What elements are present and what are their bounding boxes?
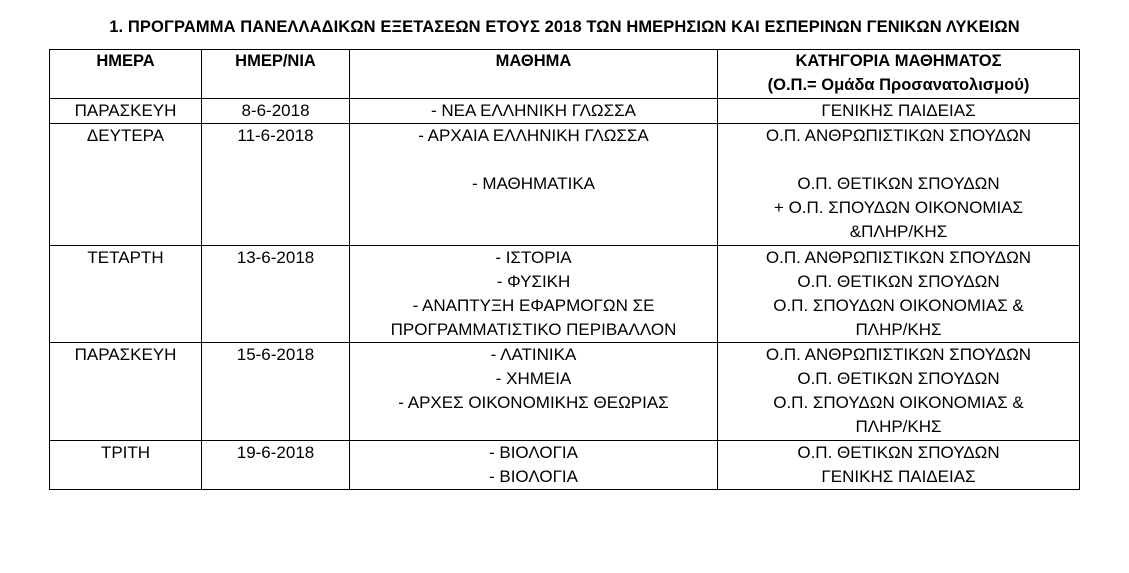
column-header-date: ΗΜΕΡ/ΝΙΑ [202,50,350,99]
cell-category-line: ΠΛΗΡ/ΚΗΣ [855,417,942,437]
cell-category-line [718,148,1079,172]
column-header-subject: ΜΑΘΗΜΑ [350,50,718,99]
cell-subject-line: - ΜΑΘΗΜΑΤΙΚΑ [471,174,596,194]
cell-subject-line: - ΙΣΤΟΡΙΑ [495,247,572,267]
cell-day: ΤΕΤΑΡΤΗ [50,245,202,343]
cell-day: ΠΑΡΑΣΚΕΥΗ [50,343,202,441]
cell-date: 13-6-2018 [202,245,350,343]
cell-subject-line: - ΒΙΟΛΟΓΙΑ [488,442,578,462]
cell-date: 8-6-2018 [202,98,350,123]
cell-subject-line: - ΑΡΧΑΙΑ ΕΛΛΗΝΙΚΗ ΓΛΩΣΣΑ [418,125,649,145]
cell-subject [350,440,718,489]
cell-category-line: + Ο.Π. ΣΠΟΥΔΩΝ ΟΙΚΟΝΟΜΙΑΣ [773,198,1024,218]
cell-subject [350,98,718,123]
column-header-category-line1: ΚΑΤΗΓΟΡΙΑ ΜΑΘΗΜΑΤΟΣ [795,52,1002,70]
column-header-category-line2: (Ο.Π.= Ομάδα Προσανατολισμού) [767,75,1030,94]
cell-subject-line: - ΦΥΣΙΚΗ [496,271,571,291]
column-header-category [718,50,1080,99]
cell-date: 15-6-2018 [202,343,350,441]
cell-category-line: Ο.Π. ΑΝΘΡΩΠΙΣΤΙΚΩΝ ΣΠΟΥΔΩΝ [765,345,1032,365]
cell-day: ΤΡΙΤΗ [50,440,202,489]
cell-category-line: Ο.Π. ΑΝΘΡΩΠΙΣΤΙΚΩΝ ΣΠΟΥΔΩΝ [765,247,1032,267]
cell-category-line: ΠΛΗΡ/ΚΗΣ [855,319,942,339]
cell-subject-line: - ΑΡΧΕΣ ΟΙΚΟΝΟΜΙΚΗΣ ΘΕΩΡΙΑΣ [398,393,669,413]
cell-category [718,123,1080,245]
cell-category-line: Ο.Π. ΘΕΤΙΚΩΝ ΣΠΟΥΔΩΝ [797,442,1000,462]
cell-category [718,98,1080,123]
table-header-row [50,50,1080,99]
cell-category [718,440,1080,489]
page-title: 1. ΠΡΟΓΡΑΜΜΑ ΠΑΝΕΛΛΑΔΙΚΩΝ ΕΞΕΤΑΣΕΩΝ ΕΤΟΥΣ 2018 ΤΩΝ ΗΜΕΡΗΣΙΩΝ ΚΑΙ ΕΣΠΕΡΙΝΩΝ ΓΕΝΙΚΩΝ ΛΥΚΕΙΩΝ [109,18,1020,36]
cell-category-line: Ο.Π. ΣΠΟΥΔΩΝ ΟΙΚΟΝΟΜΙΑΣ & [773,393,1024,413]
table-body [50,98,1080,489]
exam-schedule-table [49,49,1080,490]
table-row [50,245,1080,343]
cell-date: 19-6-2018 [202,440,350,489]
cell-subject [350,245,718,343]
cell-subject [350,123,718,245]
cell-date: 11-6-2018 [202,123,350,245]
cell-category-line: &ΠΛΗΡ/ΚΗΣ [849,222,948,242]
cell-subject-line: - ΛΑΤΙΝΙΚΑ [490,345,577,365]
cell-category-line: Ο.Π. ΘΕΤΙΚΩΝ ΣΠΟΥΔΩΝ [797,174,1000,194]
cell-subject-line: - ΝΕΑ ΕΛΛΗΝΙΚΗ ΓΛΩΣΣΑ [430,100,636,120]
column-header-day: ΗΜΕΡΑ [50,50,202,99]
cell-subject-line: ΠΡΟΓΡΑΜΜΑΤΙΣΤΙΚΟ ΠΕΡΙΒΑΛΛΟΝ [390,319,677,339]
cell-category-line: Ο.Π. ΘΕΤΙΚΩΝ ΣΠΟΥΔΩΝ [797,369,1000,389]
cell-category-line: ΓΕΝΙΚΗΣ ΠΑΙΔΕΙΑΣ [821,466,976,486]
cell-day: ΔΕΥΤΕΡΑ [50,123,202,245]
table-header [50,50,1080,99]
cell-subject-line: - ΒΙΟΛΟΓΙΑ [488,466,578,486]
cell-category-line: Ο.Π. ΑΝΘΡΩΠΙΣΤΙΚΩΝ ΣΠΟΥΔΩΝ [765,125,1032,145]
cell-subject-line: - ΧΗΜΕΙΑ [495,369,572,389]
cell-subject-line: - ΑΝΑΠΤΥΞΗ ΕΦΑΡΜΟΓΩΝ ΣΕ [412,295,655,315]
table-row [50,98,1080,123]
table-row [50,123,1080,245]
table-row [50,343,1080,441]
cell-day: ΠΑΡΑΣΚΕΥΗ [50,98,202,123]
cell-category [718,245,1080,343]
cell-category-line: ΓΕΝΙΚΗΣ ΠΑΙΔΕΙΑΣ [821,100,976,120]
cell-subject-line [350,148,717,172]
table-row [50,440,1080,489]
cell-category-line: Ο.Π. ΣΠΟΥΔΩΝ ΟΙΚΟΝΟΜΙΑΣ & [773,295,1024,315]
cell-subject [350,343,718,441]
cell-category [718,343,1080,441]
cell-category-line: Ο.Π. ΘΕΤΙΚΩΝ ΣΠΟΥΔΩΝ [797,271,1000,291]
